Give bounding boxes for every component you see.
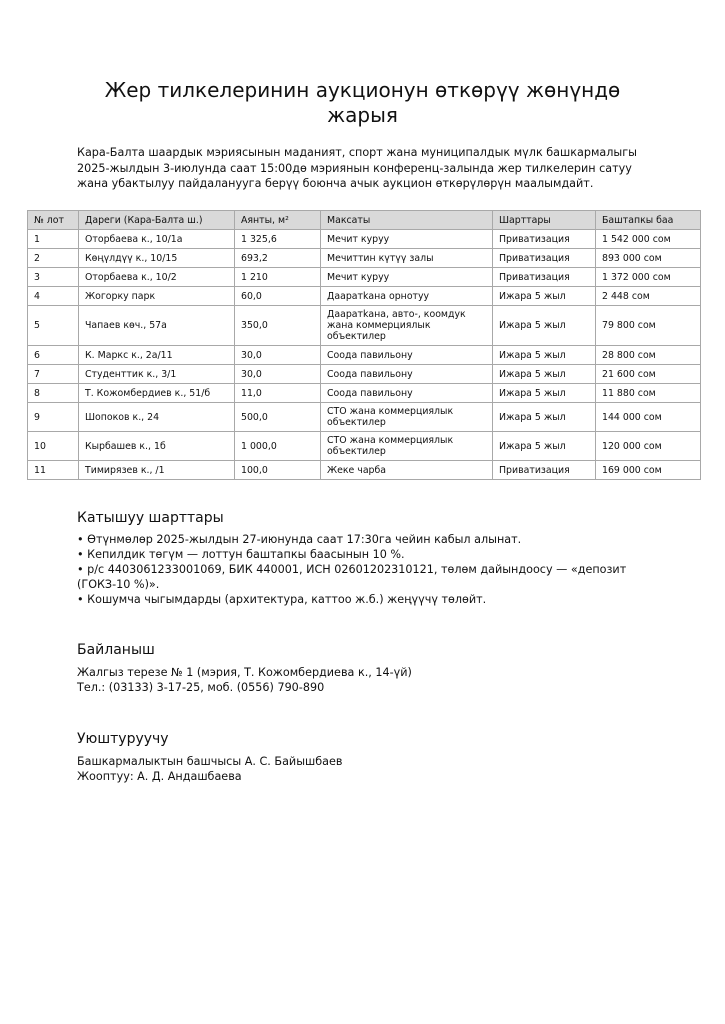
terms-cell: Приватизация — [493, 230, 596, 249]
address-cell: Жогорку парк — [79, 287, 235, 306]
purpose-cell: СТО жана коммерциялык объектилер — [321, 432, 493, 461]
lot-number-cell: 5 — [28, 306, 79, 346]
area-cell: 350,0 — [235, 306, 321, 346]
organizer-responsible: Жооптуу: А. Д. Андашбаева — [77, 770, 242, 783]
contact-address: Жалгыз терезе № 1 (мэрия, Т. Кожомбердиева к., 14-үй) — [77, 666, 412, 679]
table-row — [28, 461, 701, 480]
contact-phone: Тел.: (03133) 3-17-25, моб. (0556) 790-890 — [77, 681, 325, 694]
participation-item: • Кошумча чыгымдарды (архитектура, каттоо ж.б.) жеңүүчү төлөйт. — [77, 593, 487, 606]
table-row — [28, 249, 701, 268]
price-cell: 11 880 сом — [596, 384, 701, 403]
contact-block — [77, 665, 637, 695]
organizer-heading: Уюштуруучу — [77, 731, 169, 747]
price-cell: 169 000 сом — [596, 461, 701, 480]
terms-cell: Ижара 5 жыл — [493, 384, 596, 403]
column-header: № лот — [28, 211, 79, 230]
table-row — [28, 230, 701, 249]
terms-cell: Ижара 5 жыл — [493, 365, 596, 384]
lot-number-cell: 2 — [28, 249, 79, 268]
terms-cell: Ижара 5 жыл — [493, 432, 596, 461]
participation-item: • Өтүнмөлөр 2025-жылдын 27-июнунда саат 17:30га чейин кабыл алынат. — [77, 533, 522, 546]
table-header-row — [28, 211, 701, 230]
address-cell: К. Маркс к., 2а/11 — [79, 346, 235, 365]
purpose-cell: Жеке чарба — [321, 461, 493, 480]
participation-heading: Катышуу шарттары — [77, 510, 224, 526]
page-title: Жер тилкелеринин аукционун өткөрүү жөнүндө жарыя — [104, 78, 621, 127]
purpose-cell: Мечиттин күтүү залы — [321, 249, 493, 268]
intro-paragraph: Кара-Балта шаардык мэриясынын маданият, спорт жана муниципалдык мүлк башкармалыгы 2025-жылдын 3-июлунда саат 15:00дө мэриянын конференц-залында жер тилкелерин сатуу жана убактылуу пайдаланууга берүү боюнча ачык аукцион өткөрүлөрүн маалымдайт. — [77, 146, 637, 190]
purpose-cell: Мечит куруу — [321, 230, 493, 249]
area-cell: 1 325,6 — [235, 230, 321, 249]
terms-cell: Ижара 5 жыл — [493, 403, 596, 432]
terms-cell: Приватизация — [493, 268, 596, 287]
lot-number-cell: 6 — [28, 346, 79, 365]
lot-number-cell: 11 — [28, 461, 79, 480]
lot-number-cell: 1 — [28, 230, 79, 249]
column-header: Дареги (Кара-Балта ш.) — [79, 211, 235, 230]
area-cell: 60,0 — [235, 287, 321, 306]
price-cell: 893 000 сом — [596, 249, 701, 268]
terms-cell: Ижара 5 жыл — [493, 346, 596, 365]
column-header: Максаты — [321, 211, 493, 230]
lot-number-cell: 3 — [28, 268, 79, 287]
table-row — [28, 384, 701, 403]
table-row — [28, 432, 701, 461]
address-cell: Студенттик к., 3/1 — [79, 365, 235, 384]
column-header: Баштапкы баа — [596, 211, 701, 230]
table-row — [28, 403, 701, 432]
column-header: Аянты, м² — [235, 211, 321, 230]
table-row — [28, 268, 701, 287]
address-cell: Көңүлдүү к., 10/15 — [79, 249, 235, 268]
purpose-cell: Соода павильону — [321, 346, 493, 365]
table-row — [28, 306, 701, 346]
area-cell: 30,0 — [235, 365, 321, 384]
purpose-cell: Дааратkана, авто-, коомдук жана коммерциялык объектилер — [321, 306, 493, 346]
price-cell: 21 600 сом — [596, 365, 701, 384]
participation-list — [77, 532, 637, 607]
lot-number-cell: 10 — [28, 432, 79, 461]
price-cell: 2 448 сом — [596, 287, 701, 306]
table-row — [28, 365, 701, 384]
organizer-block — [77, 754, 637, 784]
area-cell: 500,0 — [235, 403, 321, 432]
purpose-cell: Дааратkана орнотуу — [321, 287, 493, 306]
area-cell: 1 210 — [235, 268, 321, 287]
area-cell: 693,2 — [235, 249, 321, 268]
address-cell: Т. Кожомбердиев к., 51/б — [79, 384, 235, 403]
address-cell: Оторбаева к., 10/1а — [79, 230, 235, 249]
address-cell: Кырбашев к., 1б — [79, 432, 235, 461]
contact-heading: Байланыш — [77, 642, 155, 658]
address-cell: Чапаев көч., 57а — [79, 306, 235, 346]
lot-number-cell: 7 — [28, 365, 79, 384]
address-cell: Тимирязев к., /1 — [79, 461, 235, 480]
participation-item: • Кепилдик төгүм — лоттун баштапкы баасынын 10 %. — [77, 548, 405, 561]
area-cell: 11,0 — [235, 384, 321, 403]
column-header: Шарттары — [493, 211, 596, 230]
purpose-cell: Соода павильону — [321, 384, 493, 403]
terms-cell: Приватизация — [493, 461, 596, 480]
area-cell: 100,0 — [235, 461, 321, 480]
price-cell: 28 800 сом — [596, 346, 701, 365]
lots-table — [27, 210, 701, 480]
organizer-head: Башкармалыктын башчысы А. С. Байышбаев — [77, 755, 343, 768]
address-cell: Шопоков к., 24 — [79, 403, 235, 432]
purpose-cell: СТО жана коммерциялык объектилер — [321, 403, 493, 432]
terms-cell: Ижара 5 жыл — [493, 306, 596, 346]
terms-cell: Приватизация — [493, 249, 596, 268]
area-cell: 30,0 — [235, 346, 321, 365]
lot-number-cell: 4 — [28, 287, 79, 306]
table-row — [28, 287, 701, 306]
purpose-cell: Соода павильону — [321, 365, 493, 384]
price-cell: 79 800 сом — [596, 306, 701, 346]
address-cell: Оторбаева к., 10/2 — [79, 268, 235, 287]
price-cell: 1 542 000 сом — [596, 230, 701, 249]
area-cell: 1 000,0 — [235, 432, 321, 461]
participation-item: • р/с 4403061233001069, БИК 440001, ИСН 02601202310121, төлөм дайындоосу — «депозит (ГОКЗ-10 %)». — [77, 563, 627, 591]
price-cell: 144 000 сом — [596, 403, 701, 432]
price-cell: 120 000 сом — [596, 432, 701, 461]
lot-number-cell: 8 — [28, 384, 79, 403]
lot-number-cell: 9 — [28, 403, 79, 432]
terms-cell: Ижара 5 жыл — [493, 287, 596, 306]
purpose-cell: Мечит куруу — [321, 268, 493, 287]
price-cell: 1 372 000 сом — [596, 268, 701, 287]
table-row — [28, 346, 701, 365]
